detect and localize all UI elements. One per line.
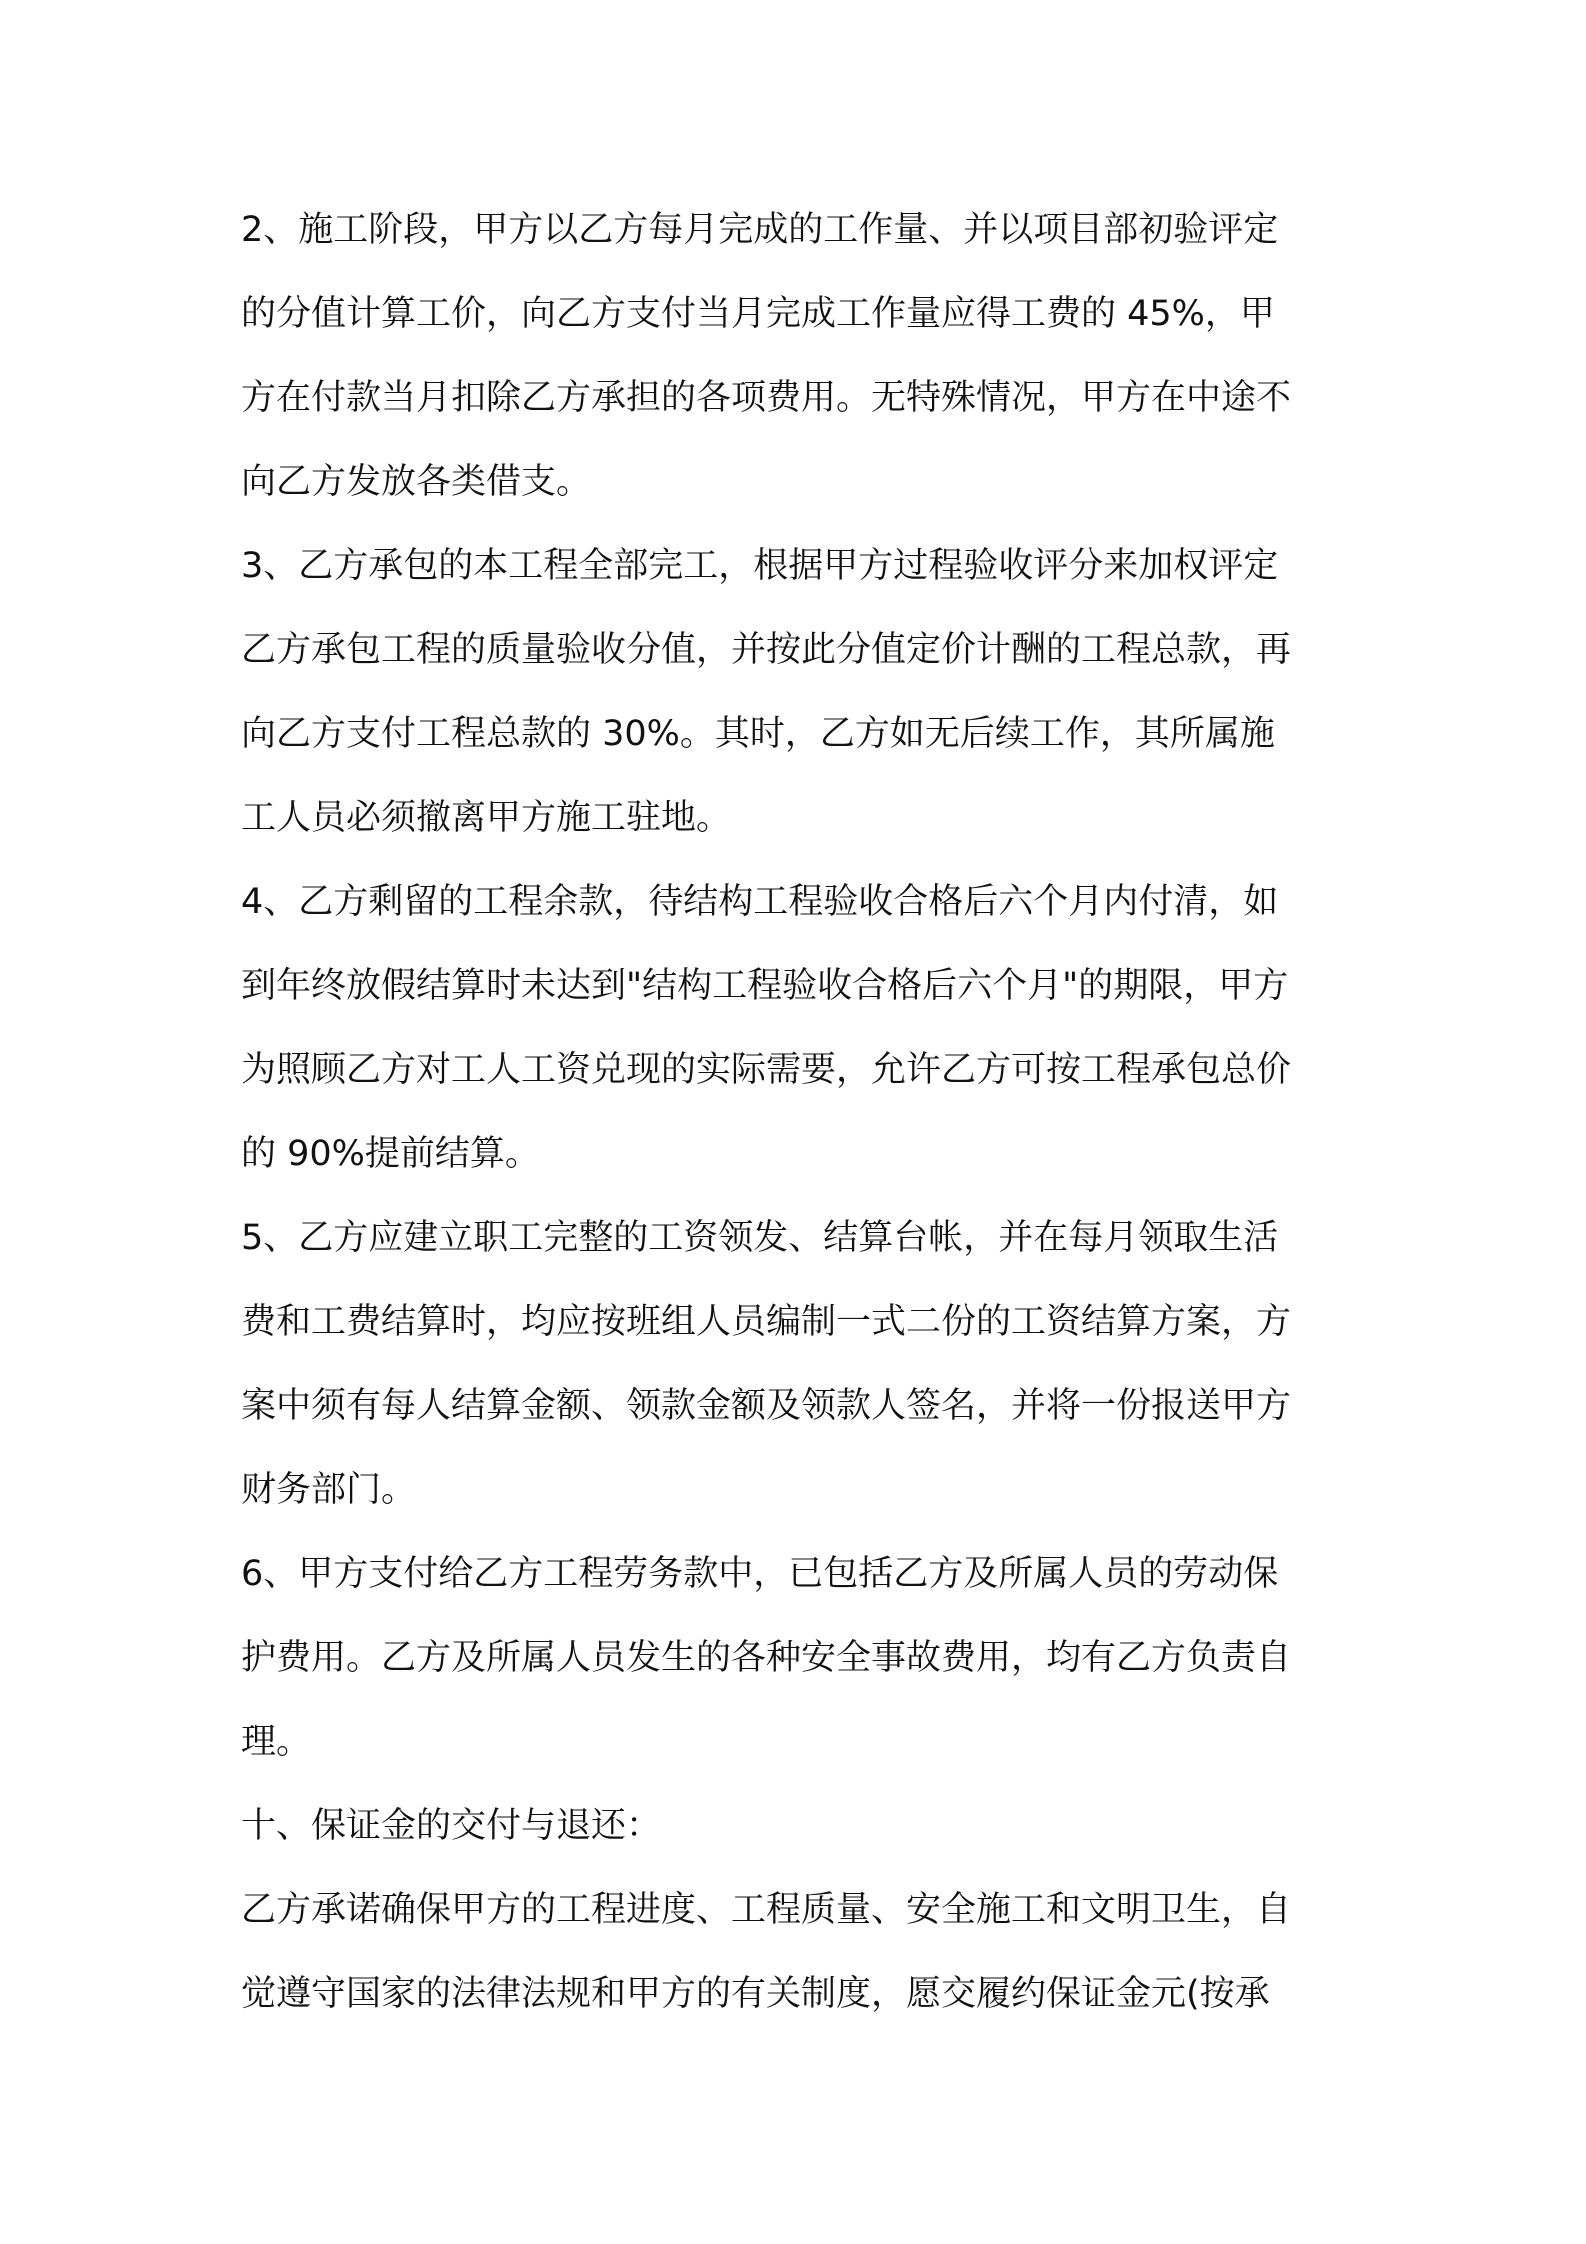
text-line: 5、乙方应建立职工完整的工资领发、结算台帐，并在每月领取生活 (241, 1218, 1279, 1258)
text-line: 到年终放假结算时未达到"结构工程验收合格后六个月"的期限，甲方 (241, 966, 1289, 1006)
document-body (241, 188, 1355, 2036)
text-line: 的 90%提前结算。 (241, 1134, 540, 1174)
text-line: 财务部门。 (241, 1470, 417, 1510)
text-line: 乙方承诺确保甲方的工程进度、工程质量、安全施工和文明卫生，自 (241, 1890, 1292, 1930)
text-line: 的分值计算工价，向乙方支付当月完成工作量应得工费的 45%，甲 (241, 294, 1275, 334)
text-line: 乙方承包工程的质量验收分值，并按此分值定价计酬的工程总款，再 (241, 630, 1292, 670)
text-line: 方在付款当月扣除乙方承担的各项费用。无特殊情况，甲方在中途不 (241, 378, 1292, 418)
text-line: 向乙方发放各类借支。 (241, 462, 592, 502)
text-line: 3、乙方承包的本工程全部完工，根据甲方过程验收评分来加权评定 (241, 546, 1279, 586)
text-line: 觉遵守国家的法律法规和甲方的有关制度，愿交履约保证金元(按承 (241, 1974, 1270, 2014)
text-line: 费和工费结算时，均应按班组人员编制一式二份的工资结算方案，方 (241, 1302, 1292, 1342)
section-heading: 十、保证金的交付与退还： (241, 1806, 662, 1846)
text-line: 护费用。乙方及所属人员发生的各种安全事故费用，均有乙方负责自 (241, 1638, 1292, 1678)
text-line: 理。 (241, 1722, 312, 1762)
text-line: 为照顾乙方对工人工资兑现的实际需要，允许乙方可按工程承包总价 (241, 1050, 1292, 1090)
text-line: 案中须有每人结算金额、领款金额及领款人签名，并将一份报送甲方 (241, 1386, 1292, 1426)
text-line: 6、甲方支付给乙方工程劳务款中，已包括乙方及所属人员的劳动保 (241, 1554, 1279, 1594)
text-line: 4、乙方剩留的工程余款，待结构工程验收合格后六个月内付清，如 (241, 882, 1279, 922)
text-line: 2、施工阶段，甲方以乙方每月完成的工作量、并以项目部初验评定 (241, 210, 1279, 250)
text-line: 向乙方支付工程总款的 30%。其时，乙方如无后续工作，其所属施 (241, 714, 1275, 754)
text-line: 工人员必须撤离甲方施工驻地。 (241, 798, 732, 838)
